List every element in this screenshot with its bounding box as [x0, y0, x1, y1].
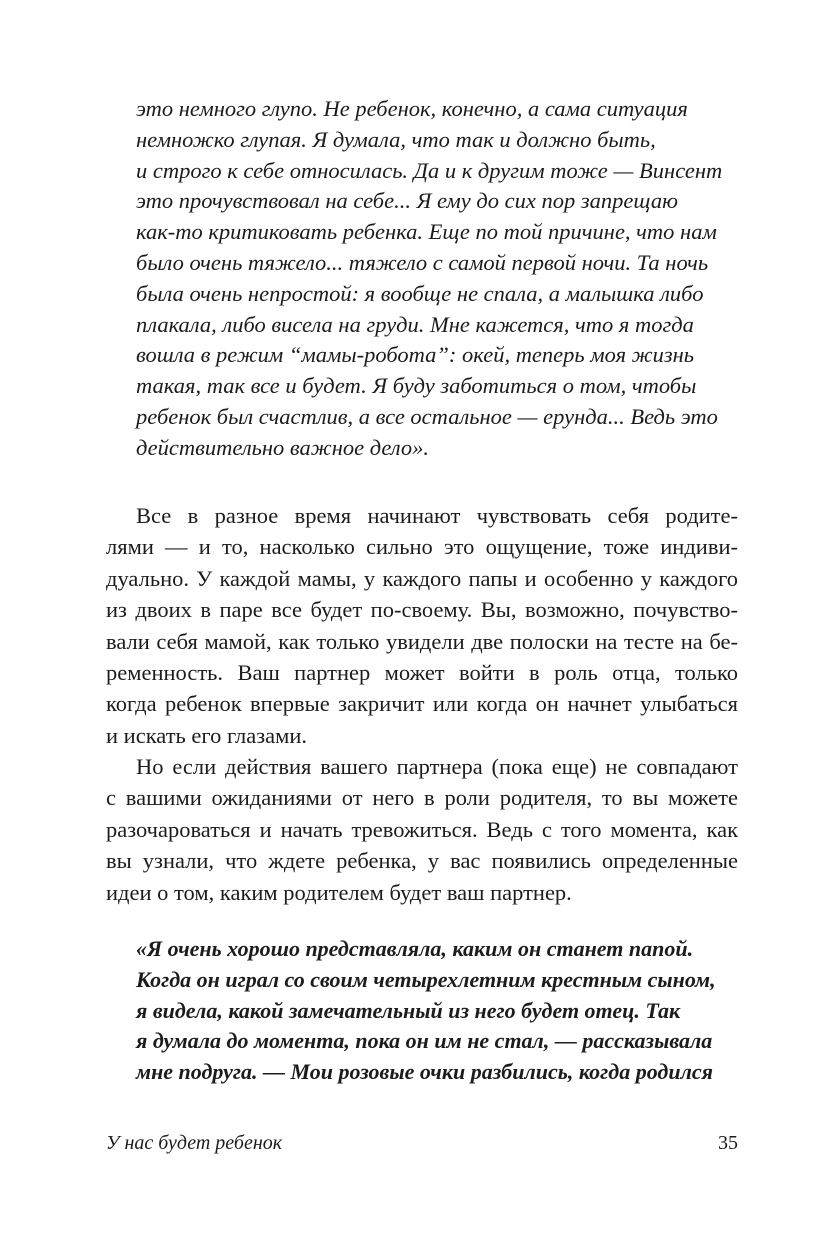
quote-line: это немного глупо. Не ребенок, конечно, а сама ситуация — [136, 96, 688, 121]
paragraph-line: вали себя мамой, как только увидели две полоски на тесте на бе- — [106, 628, 738, 654]
quote-line: мне подруга. — Мои розовые очки разбились, когда родился — [136, 1059, 713, 1085]
quote-line: было очень тяжело... тяжело с самой первой ночи. Та ночь — [136, 249, 709, 275]
paragraph-line: и искать его глазами. — [106, 722, 308, 748]
quote-line: вошла в режим “мамы-робота”: окей, теперь моя жизнь — [136, 342, 695, 368]
paragraph-line: из двоих в паре все будет по-своему. Вы, возможно, почувство- — [106, 597, 738, 623]
paragraph-line: вы узнали, что ждете ребенка, у вас появились определенные — [106, 848, 738, 874]
quote-line: ребенок был счастлив, а все остальное — ерунда... Ведь это — [136, 403, 718, 429]
quote-line: как-то критиковать ребенка. Еще по той причине, что нам — [136, 219, 717, 245]
page-number: 35 — [718, 1132, 738, 1154]
paragraph-line: когда ребенок впервые закричит или когда он начнет улыбаться — [106, 691, 738, 717]
paragraph-line: дуально. У каждой мамы, у каждого папы и особенно у каждого — [106, 565, 738, 591]
quote-line: немножко глупая. Я думала, что так и должно быть, — [136, 126, 656, 152]
paragraph-line: Но если действия вашего партнера (пока еще) не совпадают — [136, 754, 738, 779]
quote-line: Когда он играл со своим четырехлетним крестным сыном, — [136, 966, 716, 992]
paragraph-line: лями — и то, насколько сильно это ощущение, тоже индиви- — [106, 534, 738, 560]
running-footer-title: У нас будет ребенок — [106, 1132, 283, 1154]
body-paragraph-1 — [106, 500, 738, 751]
quote-block-italic — [136, 94, 736, 464]
paragraph-line: ременность. Ваш партнер может войти в роль отца, только — [106, 660, 738, 686]
quote-line: это прочувствовал на себе... Я ему до сих пор запрещаю — [136, 188, 679, 214]
body-paragraph-2 — [106, 751, 738, 908]
quote-line: была очень непростой: я вообще не спала, а малышка либо — [136, 280, 704, 306]
quote-line: и строго к себе относилась. Да и к другим тоже — Винсент — [136, 157, 723, 183]
paragraph-line: с вашими ожиданиями от него в роли родителя, то вы можете — [106, 785, 738, 811]
quote-line: действительно важное дело». — [136, 434, 430, 460]
quote-line: плакала, либо висела на груди. Мне кажется, что я тогда — [136, 311, 694, 337]
quote-line: я видела, какой замечательный из него будет отец. Так — [136, 997, 681, 1023]
paragraph-line: идеи о том, каким родителем будет ваш партнер. — [106, 879, 572, 905]
quote-line: такая, так все и будет. Я буду заботиться о том, чтобы — [136, 373, 697, 399]
paragraph-line: Все в разное время начинают чувствовать себя родите- — [136, 503, 738, 528]
quote-line: «Я очень хорошо представляла, каким он станет папой. — [136, 936, 694, 961]
paragraph-line: разочароваться и начать тревожиться. Ведь с того момента, как — [106, 816, 738, 842]
quote-line: я думала до момента, пока он им не стал, — рассказывала — [136, 1028, 713, 1054]
quote-block-bold-italic — [136, 934, 736, 1088]
